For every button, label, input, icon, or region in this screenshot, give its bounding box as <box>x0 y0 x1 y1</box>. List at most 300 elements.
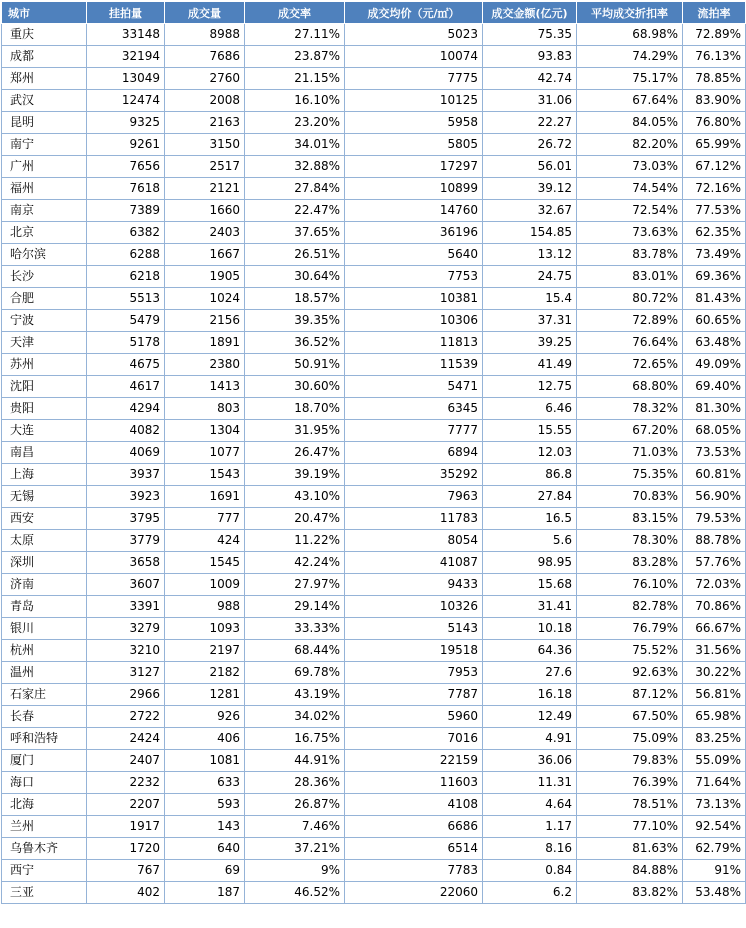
cell-avg-discount: 76.79% <box>577 618 683 640</box>
cell-deals: 2380 <box>165 354 245 376</box>
cell-unsold-rate: 76.13% <box>683 46 746 68</box>
cell-city: 哈尔滨 <box>2 244 87 266</box>
table-row <box>2 178 746 200</box>
cell-avg-discount: 67.64% <box>577 90 683 112</box>
cell-deal-amount: 15.55 <box>483 420 577 442</box>
cell-deal-rate: 43.10% <box>245 486 345 508</box>
cell-listings: 4294 <box>87 398 165 420</box>
cell-deal-rate: 43.19% <box>245 684 345 706</box>
cell-avg-discount: 72.89% <box>577 310 683 332</box>
cell-deal-amount: 42.74 <box>483 68 577 90</box>
cell-unsold-rate: 56.90% <box>683 486 746 508</box>
cell-listings: 3607 <box>87 574 165 596</box>
cell-city: 合肥 <box>2 288 87 310</box>
cell-deal-amount: 15.68 <box>483 574 577 596</box>
cell-deals: 69 <box>165 860 245 882</box>
cell-avg-discount: 70.83% <box>577 486 683 508</box>
cell-listings: 7389 <box>87 200 165 222</box>
cell-city: 济南 <box>2 574 87 596</box>
cell-deals: 2197 <box>165 640 245 662</box>
cell-deals: 593 <box>165 794 245 816</box>
cell-unsold-rate: 73.53% <box>683 442 746 464</box>
cell-deals: 143 <box>165 816 245 838</box>
header-avg-discount: 平均成交折扣率 <box>577 2 683 24</box>
cell-listings: 4675 <box>87 354 165 376</box>
cell-deals: 633 <box>165 772 245 794</box>
cell-city: 上海 <box>2 464 87 486</box>
cell-deal-amount: 11.31 <box>483 772 577 794</box>
cell-listings: 4617 <box>87 376 165 398</box>
cell-deal-amount: 0.84 <box>483 860 577 882</box>
cell-deal-amount: 41.49 <box>483 354 577 376</box>
cell-avg-price: 19518 <box>345 640 483 662</box>
cell-unsold-rate: 31.56% <box>683 640 746 662</box>
cell-avg-price: 22060 <box>345 882 483 904</box>
cell-deals: 926 <box>165 706 245 728</box>
cell-avg-discount: 83.01% <box>577 266 683 288</box>
cell-deal-amount: 27.84 <box>483 486 577 508</box>
cell-avg-price: 10125 <box>345 90 483 112</box>
cell-avg-price: 5640 <box>345 244 483 266</box>
cell-city: 广州 <box>2 156 87 178</box>
cell-listings: 6288 <box>87 244 165 266</box>
table-row <box>2 618 746 640</box>
cell-listings: 2232 <box>87 772 165 794</box>
cell-unsold-rate: 62.79% <box>683 838 746 860</box>
cell-city: 石家庄 <box>2 684 87 706</box>
cell-deal-rate: 26.87% <box>245 794 345 816</box>
cell-deal-amount: 93.83 <box>483 46 577 68</box>
cell-unsold-rate: 72.03% <box>683 574 746 596</box>
cell-listings: 3795 <box>87 508 165 530</box>
cell-deals: 1077 <box>165 442 245 464</box>
cell-unsold-rate: 60.65% <box>683 310 746 332</box>
cell-deal-rate: 18.57% <box>245 288 345 310</box>
cell-unsold-rate: 83.90% <box>683 90 746 112</box>
cell-listings: 3779 <box>87 530 165 552</box>
table-row <box>2 728 746 750</box>
cell-avg-discount: 73.03% <box>577 156 683 178</box>
cell-deals: 2760 <box>165 68 245 90</box>
header-unsold-rate: 流拍率 <box>683 2 746 24</box>
cell-deals: 1660 <box>165 200 245 222</box>
cell-avg-discount: 84.88% <box>577 860 683 882</box>
cell-deal-rate: 30.60% <box>245 376 345 398</box>
cell-city: 沈阳 <box>2 376 87 398</box>
table-row <box>2 24 746 46</box>
cell-unsold-rate: 49.09% <box>683 354 746 376</box>
cell-listings: 6218 <box>87 266 165 288</box>
cell-deals: 424 <box>165 530 245 552</box>
cell-deals: 8988 <box>165 24 245 46</box>
cell-unsold-rate: 73.13% <box>683 794 746 816</box>
cell-city: 无锡 <box>2 486 87 508</box>
table-row <box>2 112 746 134</box>
cell-deal-rate: 44.91% <box>245 750 345 772</box>
cell-deal-rate: 31.95% <box>245 420 345 442</box>
cell-avg-price: 7777 <box>345 420 483 442</box>
cell-deal-amount: 4.91 <box>483 728 577 750</box>
cell-deal-rate: 27.84% <box>245 178 345 200</box>
cell-city: 宁波 <box>2 310 87 332</box>
cell-avg-price: 5143 <box>345 618 483 640</box>
table-row <box>2 640 746 662</box>
cell-deal-amount: 6.46 <box>483 398 577 420</box>
cell-avg-price: 7787 <box>345 684 483 706</box>
header-deals: 成交量 <box>165 2 245 24</box>
cell-city: 兰州 <box>2 816 87 838</box>
cell-unsold-rate: 91% <box>683 860 746 882</box>
cell-deal-amount: 75.35 <box>483 24 577 46</box>
cell-deal-rate: 27.11% <box>245 24 345 46</box>
cell-unsold-rate: 55.09% <box>683 750 746 772</box>
cell-deals: 1009 <box>165 574 245 596</box>
header-listings: 挂拍量 <box>87 2 165 24</box>
table-row <box>2 816 746 838</box>
cell-avg-price: 8054 <box>345 530 483 552</box>
cell-listings: 3279 <box>87 618 165 640</box>
cell-avg-price: 5960 <box>345 706 483 728</box>
cell-listings: 6382 <box>87 222 165 244</box>
cell-deal-rate: 28.36% <box>245 772 345 794</box>
cell-deals: 1093 <box>165 618 245 640</box>
cell-avg-price: 6894 <box>345 442 483 464</box>
cell-avg-discount: 75.17% <box>577 68 683 90</box>
cell-unsold-rate: 88.78% <box>683 530 746 552</box>
cell-listings: 5513 <box>87 288 165 310</box>
cell-listings: 2407 <box>87 750 165 772</box>
cell-city: 南宁 <box>2 134 87 156</box>
cell-deal-amount: 13.12 <box>483 244 577 266</box>
cell-listings: 3923 <box>87 486 165 508</box>
cell-listings: 4069 <box>87 442 165 464</box>
cell-avg-price: 4108 <box>345 794 483 816</box>
cell-unsold-rate: 72.16% <box>683 178 746 200</box>
cell-deal-rate: 18.70% <box>245 398 345 420</box>
cell-avg-price: 11603 <box>345 772 483 794</box>
cell-unsold-rate: 68.05% <box>683 420 746 442</box>
table-row <box>2 222 746 244</box>
table-row <box>2 552 746 574</box>
cell-unsold-rate: 76.80% <box>683 112 746 134</box>
cell-deal-rate: 22.47% <box>245 200 345 222</box>
cell-avg-price: 35292 <box>345 464 483 486</box>
cell-deal-rate: 39.19% <box>245 464 345 486</box>
cell-avg-price: 9433 <box>345 574 483 596</box>
cell-deals: 777 <box>165 508 245 530</box>
cell-listings: 32194 <box>87 46 165 68</box>
cell-avg-price: 7016 <box>345 728 483 750</box>
cell-avg-discount: 83.15% <box>577 508 683 530</box>
cell-city: 长春 <box>2 706 87 728</box>
cell-listings: 13049 <box>87 68 165 90</box>
cell-avg-discount: 83.78% <box>577 244 683 266</box>
cell-deal-rate: 23.87% <box>245 46 345 68</box>
table-row <box>2 838 746 860</box>
cell-deal-rate: 16.75% <box>245 728 345 750</box>
cell-avg-discount: 77.10% <box>577 816 683 838</box>
table-row <box>2 706 746 728</box>
cell-deal-amount: 39.25 <box>483 332 577 354</box>
cell-city: 西安 <box>2 508 87 530</box>
cell-listings: 4082 <box>87 420 165 442</box>
cell-avg-discount: 72.65% <box>577 354 683 376</box>
cell-deal-amount: 32.67 <box>483 200 577 222</box>
cell-avg-price: 17297 <box>345 156 483 178</box>
cell-deal-amount: 36.06 <box>483 750 577 772</box>
cell-listings: 3391 <box>87 596 165 618</box>
cell-avg-price: 10899 <box>345 178 483 200</box>
cell-city: 成都 <box>2 46 87 68</box>
cell-avg-discount: 68.80% <box>577 376 683 398</box>
cell-deal-rate: 27.97% <box>245 574 345 596</box>
cell-deal-rate: 39.35% <box>245 310 345 332</box>
cell-listings: 7618 <box>87 178 165 200</box>
cell-unsold-rate: 57.76% <box>683 552 746 574</box>
cell-listings: 3658 <box>87 552 165 574</box>
cell-listings: 1917 <box>87 816 165 838</box>
cell-avg-price: 10074 <box>345 46 483 68</box>
table-row <box>2 332 746 354</box>
cell-avg-discount: 82.20% <box>577 134 683 156</box>
cell-deal-amount: 4.64 <box>483 794 577 816</box>
table-row <box>2 772 746 794</box>
cell-listings: 2966 <box>87 684 165 706</box>
table-row <box>2 134 746 156</box>
cell-avg-discount: 76.64% <box>577 332 683 354</box>
table-row <box>2 354 746 376</box>
cell-deal-amount: 26.72 <box>483 134 577 156</box>
cell-listings: 1720 <box>87 838 165 860</box>
cell-deal-amount: 15.4 <box>483 288 577 310</box>
cell-unsold-rate: 92.54% <box>683 816 746 838</box>
cell-deals: 1304 <box>165 420 245 442</box>
cell-avg-discount: 79.83% <box>577 750 683 772</box>
cell-deal-amount: 27.6 <box>483 662 577 684</box>
cell-avg-price: 7783 <box>345 860 483 882</box>
cell-deal-amount: 8.16 <box>483 838 577 860</box>
cell-avg-price: 11813 <box>345 332 483 354</box>
cell-city: 北海 <box>2 794 87 816</box>
cell-unsold-rate: 79.53% <box>683 508 746 530</box>
cell-city: 温州 <box>2 662 87 684</box>
cell-avg-discount: 80.72% <box>577 288 683 310</box>
cell-unsold-rate: 56.81% <box>683 684 746 706</box>
cell-unsold-rate: 65.98% <box>683 706 746 728</box>
table-row <box>2 68 746 90</box>
cell-avg-price: 5805 <box>345 134 483 156</box>
cell-listings: 3937 <box>87 464 165 486</box>
cell-avg-discount: 75.52% <box>577 640 683 662</box>
cell-deals: 187 <box>165 882 245 904</box>
cell-avg-price: 7953 <box>345 662 483 684</box>
cell-deal-amount: 1.17 <box>483 816 577 838</box>
cell-deal-rate: 34.02% <box>245 706 345 728</box>
cell-city: 杭州 <box>2 640 87 662</box>
cell-city: 银川 <box>2 618 87 640</box>
cell-avg-price: 10306 <box>345 310 483 332</box>
cell-deals: 1024 <box>165 288 245 310</box>
cell-city: 呼和浩特 <box>2 728 87 750</box>
cell-city: 青岛 <box>2 596 87 618</box>
cell-avg-discount: 82.78% <box>577 596 683 618</box>
cell-avg-price: 5958 <box>345 112 483 134</box>
cell-city: 三亚 <box>2 882 87 904</box>
cell-unsold-rate: 53.48% <box>683 882 746 904</box>
cell-unsold-rate: 77.53% <box>683 200 746 222</box>
cell-avg-discount: 87.12% <box>577 684 683 706</box>
cell-unsold-rate: 69.36% <box>683 266 746 288</box>
cell-deals: 406 <box>165 728 245 750</box>
cell-avg-price: 10326 <box>345 596 483 618</box>
cell-city: 郑州 <box>2 68 87 90</box>
cell-deal-rate: 30.64% <box>245 266 345 288</box>
cell-deal-rate: 29.14% <box>245 596 345 618</box>
cell-city: 昆明 <box>2 112 87 134</box>
cell-deals: 988 <box>165 596 245 618</box>
table-row <box>2 530 746 552</box>
cell-deal-amount: 98.95 <box>483 552 577 574</box>
cell-deals: 2121 <box>165 178 245 200</box>
cell-avg-price: 11539 <box>345 354 483 376</box>
cell-deal-amount: 16.18 <box>483 684 577 706</box>
cell-avg-price: 5471 <box>345 376 483 398</box>
cell-deal-rate: 69.78% <box>245 662 345 684</box>
cell-avg-discount: 73.63% <box>577 222 683 244</box>
cell-deal-amount: 6.2 <box>483 882 577 904</box>
cell-deals: 1667 <box>165 244 245 266</box>
cell-avg-price: 6345 <box>345 398 483 420</box>
cell-listings: 767 <box>87 860 165 882</box>
cell-listings: 12474 <box>87 90 165 112</box>
cell-deal-rate: 11.22% <box>245 530 345 552</box>
cell-avg-discount: 84.05% <box>577 112 683 134</box>
cell-deals: 1413 <box>165 376 245 398</box>
cell-deal-amount: 12.75 <box>483 376 577 398</box>
cell-city: 长沙 <box>2 266 87 288</box>
cell-unsold-rate: 70.86% <box>683 596 746 618</box>
table-row <box>2 442 746 464</box>
cell-deal-amount: 39.12 <box>483 178 577 200</box>
cell-avg-price: 6514 <box>345 838 483 860</box>
cell-deal-rate: 37.65% <box>245 222 345 244</box>
header-city: 城市 <box>2 2 87 24</box>
cell-unsold-rate: 62.35% <box>683 222 746 244</box>
table-row <box>2 398 746 420</box>
cell-deal-amount: 12.49 <box>483 706 577 728</box>
cell-unsold-rate: 67.12% <box>683 156 746 178</box>
cell-avg-price: 7775 <box>345 68 483 90</box>
cell-deal-rate: 32.88% <box>245 156 345 178</box>
cell-deal-rate: 37.21% <box>245 838 345 860</box>
cell-city: 天津 <box>2 332 87 354</box>
cell-deal-rate: 16.10% <box>245 90 345 112</box>
cell-deals: 1905 <box>165 266 245 288</box>
cell-listings: 9261 <box>87 134 165 156</box>
table-row <box>2 156 746 178</box>
cell-avg-price: 10381 <box>345 288 483 310</box>
cell-avg-discount: 67.50% <box>577 706 683 728</box>
city-auction-table <box>1 1 746 904</box>
table-row <box>2 662 746 684</box>
cell-deals: 2163 <box>165 112 245 134</box>
cell-listings: 7656 <box>87 156 165 178</box>
table-row <box>2 750 746 772</box>
table-row <box>2 508 746 530</box>
cell-deal-amount: 12.03 <box>483 442 577 464</box>
cell-avg-price: 14760 <box>345 200 483 222</box>
cell-deal-amount: 5.6 <box>483 530 577 552</box>
header-deal-rate: 成交率 <box>245 2 345 24</box>
cell-unsold-rate: 78.85% <box>683 68 746 90</box>
cell-deal-rate: 50.91% <box>245 354 345 376</box>
cell-deal-amount: 31.06 <box>483 90 577 112</box>
cell-deal-rate: 7.46% <box>245 816 345 838</box>
cell-deals: 2008 <box>165 90 245 112</box>
table-row <box>2 46 746 68</box>
cell-avg-discount: 72.54% <box>577 200 683 222</box>
cell-deal-amount: 22.27 <box>483 112 577 134</box>
cell-deal-rate: 26.51% <box>245 244 345 266</box>
cell-listings: 402 <box>87 882 165 904</box>
cell-avg-discount: 83.82% <box>577 882 683 904</box>
cell-listings: 9325 <box>87 112 165 134</box>
cell-avg-discount: 71.03% <box>577 442 683 464</box>
cell-avg-discount: 74.54% <box>577 178 683 200</box>
cell-avg-price: 41087 <box>345 552 483 574</box>
cell-deal-amount: 31.41 <box>483 596 577 618</box>
cell-deal-rate: 21.15% <box>245 68 345 90</box>
cell-city: 南京 <box>2 200 87 222</box>
cell-avg-price: 5023 <box>345 24 483 46</box>
cell-deals: 2403 <box>165 222 245 244</box>
cell-avg-discount: 81.63% <box>577 838 683 860</box>
cell-avg-price: 6686 <box>345 816 483 838</box>
cell-deal-amount: 154.85 <box>483 222 577 244</box>
cell-deal-amount: 10.18 <box>483 618 577 640</box>
cell-avg-discount: 78.51% <box>577 794 683 816</box>
table-row <box>2 244 746 266</box>
cell-unsold-rate: 65.99% <box>683 134 746 156</box>
cell-listings: 3210 <box>87 640 165 662</box>
cell-avg-discount: 76.10% <box>577 574 683 596</box>
cell-deals: 640 <box>165 838 245 860</box>
cell-city: 厦门 <box>2 750 87 772</box>
cell-unsold-rate: 83.25% <box>683 728 746 750</box>
cell-deals: 803 <box>165 398 245 420</box>
table-row <box>2 486 746 508</box>
cell-avg-discount: 68.98% <box>577 24 683 46</box>
table-row <box>2 882 746 904</box>
cell-city: 苏州 <box>2 354 87 376</box>
cell-deals: 1545 <box>165 552 245 574</box>
table-row <box>2 420 746 442</box>
cell-deals: 1543 <box>165 464 245 486</box>
cell-deal-amount: 56.01 <box>483 156 577 178</box>
cell-deals: 2517 <box>165 156 245 178</box>
cell-city: 太原 <box>2 530 87 552</box>
cell-deal-rate: 23.20% <box>245 112 345 134</box>
cell-deal-rate: 68.44% <box>245 640 345 662</box>
cell-deal-rate: 42.24% <box>245 552 345 574</box>
cell-deal-rate: 36.52% <box>245 332 345 354</box>
cell-avg-discount: 76.39% <box>577 772 683 794</box>
cell-deals: 1281 <box>165 684 245 706</box>
cell-deals: 2182 <box>165 662 245 684</box>
table-row <box>2 860 746 882</box>
cell-listings: 2424 <box>87 728 165 750</box>
cell-unsold-rate: 73.49% <box>683 244 746 266</box>
